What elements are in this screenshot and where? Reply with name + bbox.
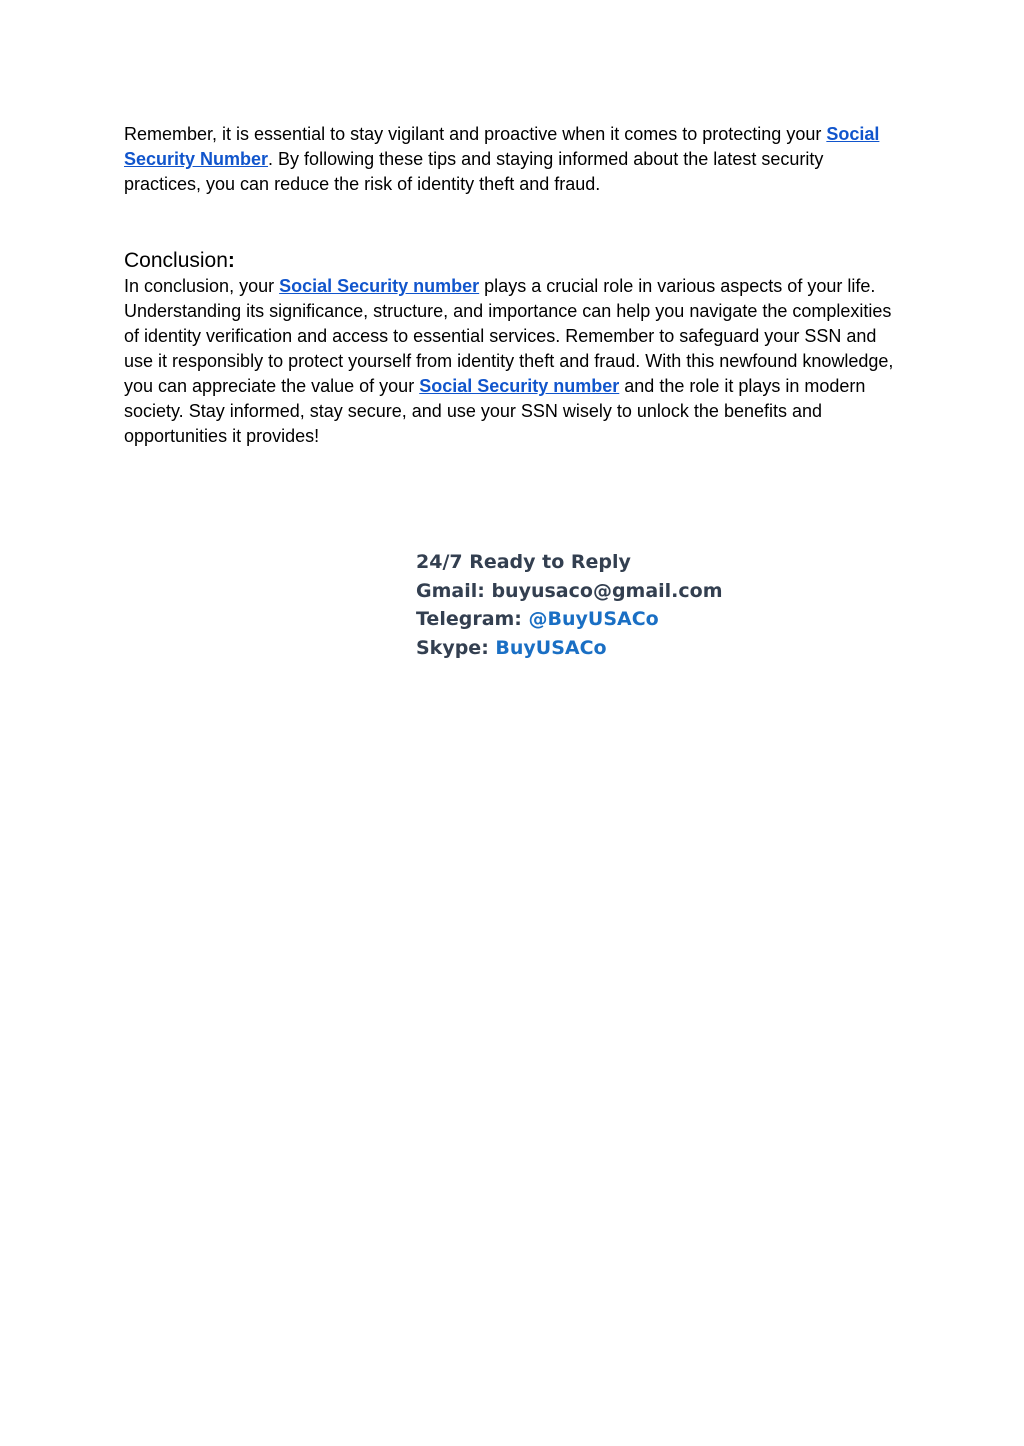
gmail-label: Gmail: — [416, 579, 492, 602]
social-security-number-link-2[interactable]: Social Security number — [419, 376, 620, 396]
telegram-handle[interactable]: @BuyUSACo — [528, 608, 659, 630]
conclusion-paragraph — [124, 274, 894, 449]
social-security-number-link[interactable]: Social Security Number — [124, 124, 880, 169]
gmail-address: buyusaco@gmail.com — [491, 579, 723, 602]
conclusion-text-middle: plays a crucial role in various aspects of your life. Understanding its significance, structure, and importance can help you navigate the complexities of identity verification and access to essential services. Remember to safeguard your SSN and use it responsibly to protect yourself from identity theft and fraud. With this newfound knowledge, you can appreciate the value of your — [124, 276, 894, 396]
intro-paragraph — [124, 122, 894, 197]
contact-block — [416, 548, 723, 662]
intro-text-start: Remember, it is essential to stay vigilant and proactive when it comes to protecting your — [124, 124, 827, 144]
telegram-label: Telegram: — [416, 608, 529, 630]
skype-handle[interactable]: BuyUSACo — [495, 636, 607, 659]
ready-to-reply: 24/7 Ready to Reply — [416, 551, 631, 573]
skype-line — [416, 634, 723, 663]
conclusion-heading — [124, 247, 235, 275]
gmail-line — [416, 577, 723, 606]
conclusion-text-end: and the role it plays in modern society. Stay informed, stay secure, and use your SSN wisely to unlock the benefits and opportunities it provides! — [124, 376, 866, 446]
conclusion-text-start: In conclusion, your — [124, 276, 280, 296]
conclusion-heading-text: Conclusion — [124, 249, 228, 272]
social-security-number-link-1[interactable]: Social Security number — [279, 276, 480, 296]
conclusion-heading-colon: : — [227, 249, 235, 272]
intro-text-end: . By following these tips and staying informed about the latest security practices, you can reduce the risk of identity theft and fraud. — [124, 149, 824, 194]
telegram-line — [416, 605, 723, 634]
skype-label: Skype: — [416, 636, 496, 659]
